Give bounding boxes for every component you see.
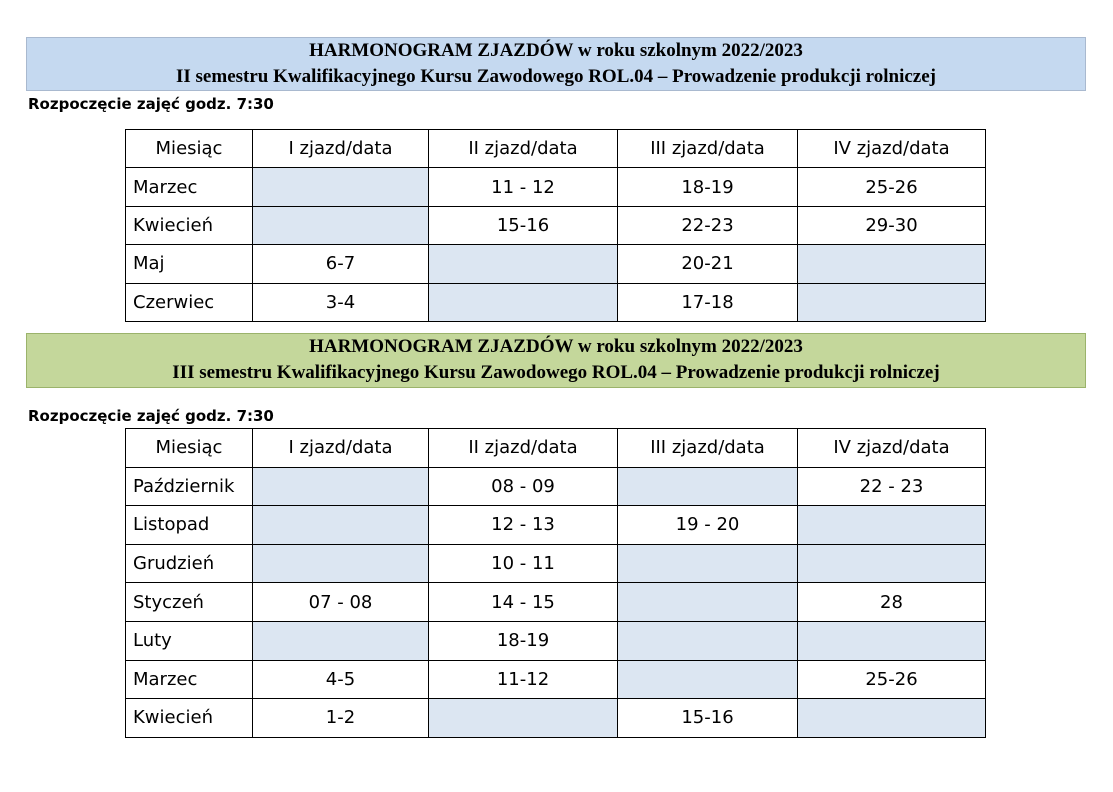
date-cell: 14 - 15 bbox=[429, 583, 618, 622]
table-row bbox=[126, 206, 986, 244]
section1-banner bbox=[26, 37, 1086, 91]
table-row bbox=[126, 699, 986, 738]
section2-subtitle: III semestru Kwalifikacyjnego Kursu Zawodowego ROL.04 – Prowadzenie produkcji rolniczej bbox=[172, 362, 940, 383]
date-cell: 08 - 09 bbox=[429, 467, 618, 506]
table-row bbox=[126, 506, 986, 545]
date-cell: 28 bbox=[798, 583, 986, 622]
section1-start-note: Rozpoczęcie zajęć godz. 7:30 bbox=[28, 95, 274, 113]
empty-date-cell bbox=[798, 506, 986, 545]
section2-schedule-table bbox=[125, 428, 986, 738]
empty-date-cell bbox=[798, 699, 986, 738]
month-cell: Luty bbox=[126, 621, 253, 660]
date-cell: 22 - 23 bbox=[798, 467, 986, 506]
column-header-session-3: III zjazd/data bbox=[618, 130, 798, 168]
column-header-session-1: I zjazd/data bbox=[253, 429, 429, 468]
date-cell: 19 - 20 bbox=[618, 506, 798, 545]
empty-date-cell bbox=[798, 283, 986, 321]
empty-date-cell bbox=[429, 699, 618, 738]
empty-date-cell bbox=[253, 621, 429, 660]
column-header-session-3: III zjazd/data bbox=[618, 429, 798, 468]
empty-date-cell bbox=[798, 245, 986, 283]
month-cell: Kwiecień bbox=[126, 699, 253, 738]
date-cell: 10 - 11 bbox=[429, 544, 618, 583]
empty-date-cell bbox=[618, 544, 798, 583]
month-cell: Styczeń bbox=[126, 583, 253, 622]
table-row bbox=[126, 621, 986, 660]
date-cell: 6-7 bbox=[253, 245, 429, 283]
table-row bbox=[126, 544, 986, 583]
empty-date-cell bbox=[618, 621, 798, 660]
date-cell: 20-21 bbox=[618, 245, 798, 283]
date-cell: 18-19 bbox=[429, 621, 618, 660]
empty-date-cell bbox=[253, 506, 429, 545]
month-cell: Listopad bbox=[126, 506, 253, 545]
empty-date-cell bbox=[798, 544, 986, 583]
section1-subtitle: II semestru Kwalifikacyjnego Kursu Zawodowego ROL.04 – Prowadzenie produkcji rolniczej bbox=[176, 66, 936, 87]
section2-title: HARMONOGRAM ZJAZDÓW w roku szkolnym 2022/2023 bbox=[309, 336, 803, 357]
month-cell: Marzec bbox=[126, 168, 253, 206]
column-header-session-1: I zjazd/data bbox=[253, 130, 429, 168]
date-cell: 12 - 13 bbox=[429, 506, 618, 545]
table-row bbox=[126, 467, 986, 506]
table-row bbox=[126, 245, 986, 283]
column-header-session-4: IV zjazd/data bbox=[798, 429, 986, 468]
date-cell: 17-18 bbox=[618, 283, 798, 321]
table-header-row bbox=[126, 429, 986, 468]
empty-date-cell bbox=[429, 283, 618, 321]
empty-date-cell bbox=[253, 206, 429, 244]
table-row bbox=[126, 660, 986, 699]
section2-banner bbox=[26, 333, 1086, 388]
empty-date-cell bbox=[618, 467, 798, 506]
empty-date-cell bbox=[253, 467, 429, 506]
date-cell: 18-19 bbox=[618, 168, 798, 206]
column-header-month: Miesiąc bbox=[126, 130, 253, 168]
column-header-session-2: II zjazd/data bbox=[429, 130, 618, 168]
date-cell: 11-12 bbox=[429, 660, 618, 699]
month-cell: Październik bbox=[126, 467, 253, 506]
empty-date-cell bbox=[253, 544, 429, 583]
empty-date-cell bbox=[798, 621, 986, 660]
section1-title: HARMONOGRAM ZJAZDÓW w roku szkolnym 2022/2023 bbox=[309, 40, 803, 61]
empty-date-cell bbox=[618, 660, 798, 699]
date-cell: 07 - 08 bbox=[253, 583, 429, 622]
column-header-month: Miesiąc bbox=[126, 429, 253, 468]
table-row bbox=[126, 168, 986, 206]
column-header-session-4: IV zjazd/data bbox=[798, 130, 986, 168]
table-row bbox=[126, 283, 986, 321]
empty-date-cell bbox=[429, 245, 618, 283]
month-cell: Czerwiec bbox=[126, 283, 253, 321]
date-cell: 4-5 bbox=[253, 660, 429, 699]
date-cell: 29-30 bbox=[798, 206, 986, 244]
date-cell: 25-26 bbox=[798, 660, 986, 699]
section1-schedule-table bbox=[125, 129, 986, 322]
date-cell: 11 - 12 bbox=[429, 168, 618, 206]
table-header-row bbox=[126, 130, 986, 168]
empty-date-cell bbox=[618, 583, 798, 622]
month-cell: Marzec bbox=[126, 660, 253, 699]
table-row bbox=[126, 583, 986, 622]
section2-start-note: Rozpoczęcie zajęć godz. 7:30 bbox=[28, 407, 274, 425]
empty-date-cell bbox=[253, 168, 429, 206]
date-cell: 15-16 bbox=[618, 699, 798, 738]
date-cell: 22-23 bbox=[618, 206, 798, 244]
month-cell: Kwiecień bbox=[126, 206, 253, 244]
date-cell: 1-2 bbox=[253, 699, 429, 738]
date-cell: 25-26 bbox=[798, 168, 986, 206]
month-cell: Grudzień bbox=[126, 544, 253, 583]
month-cell: Maj bbox=[126, 245, 253, 283]
date-cell: 3-4 bbox=[253, 283, 429, 321]
date-cell: 15-16 bbox=[429, 206, 618, 244]
column-header-session-2: II zjazd/data bbox=[429, 429, 618, 468]
